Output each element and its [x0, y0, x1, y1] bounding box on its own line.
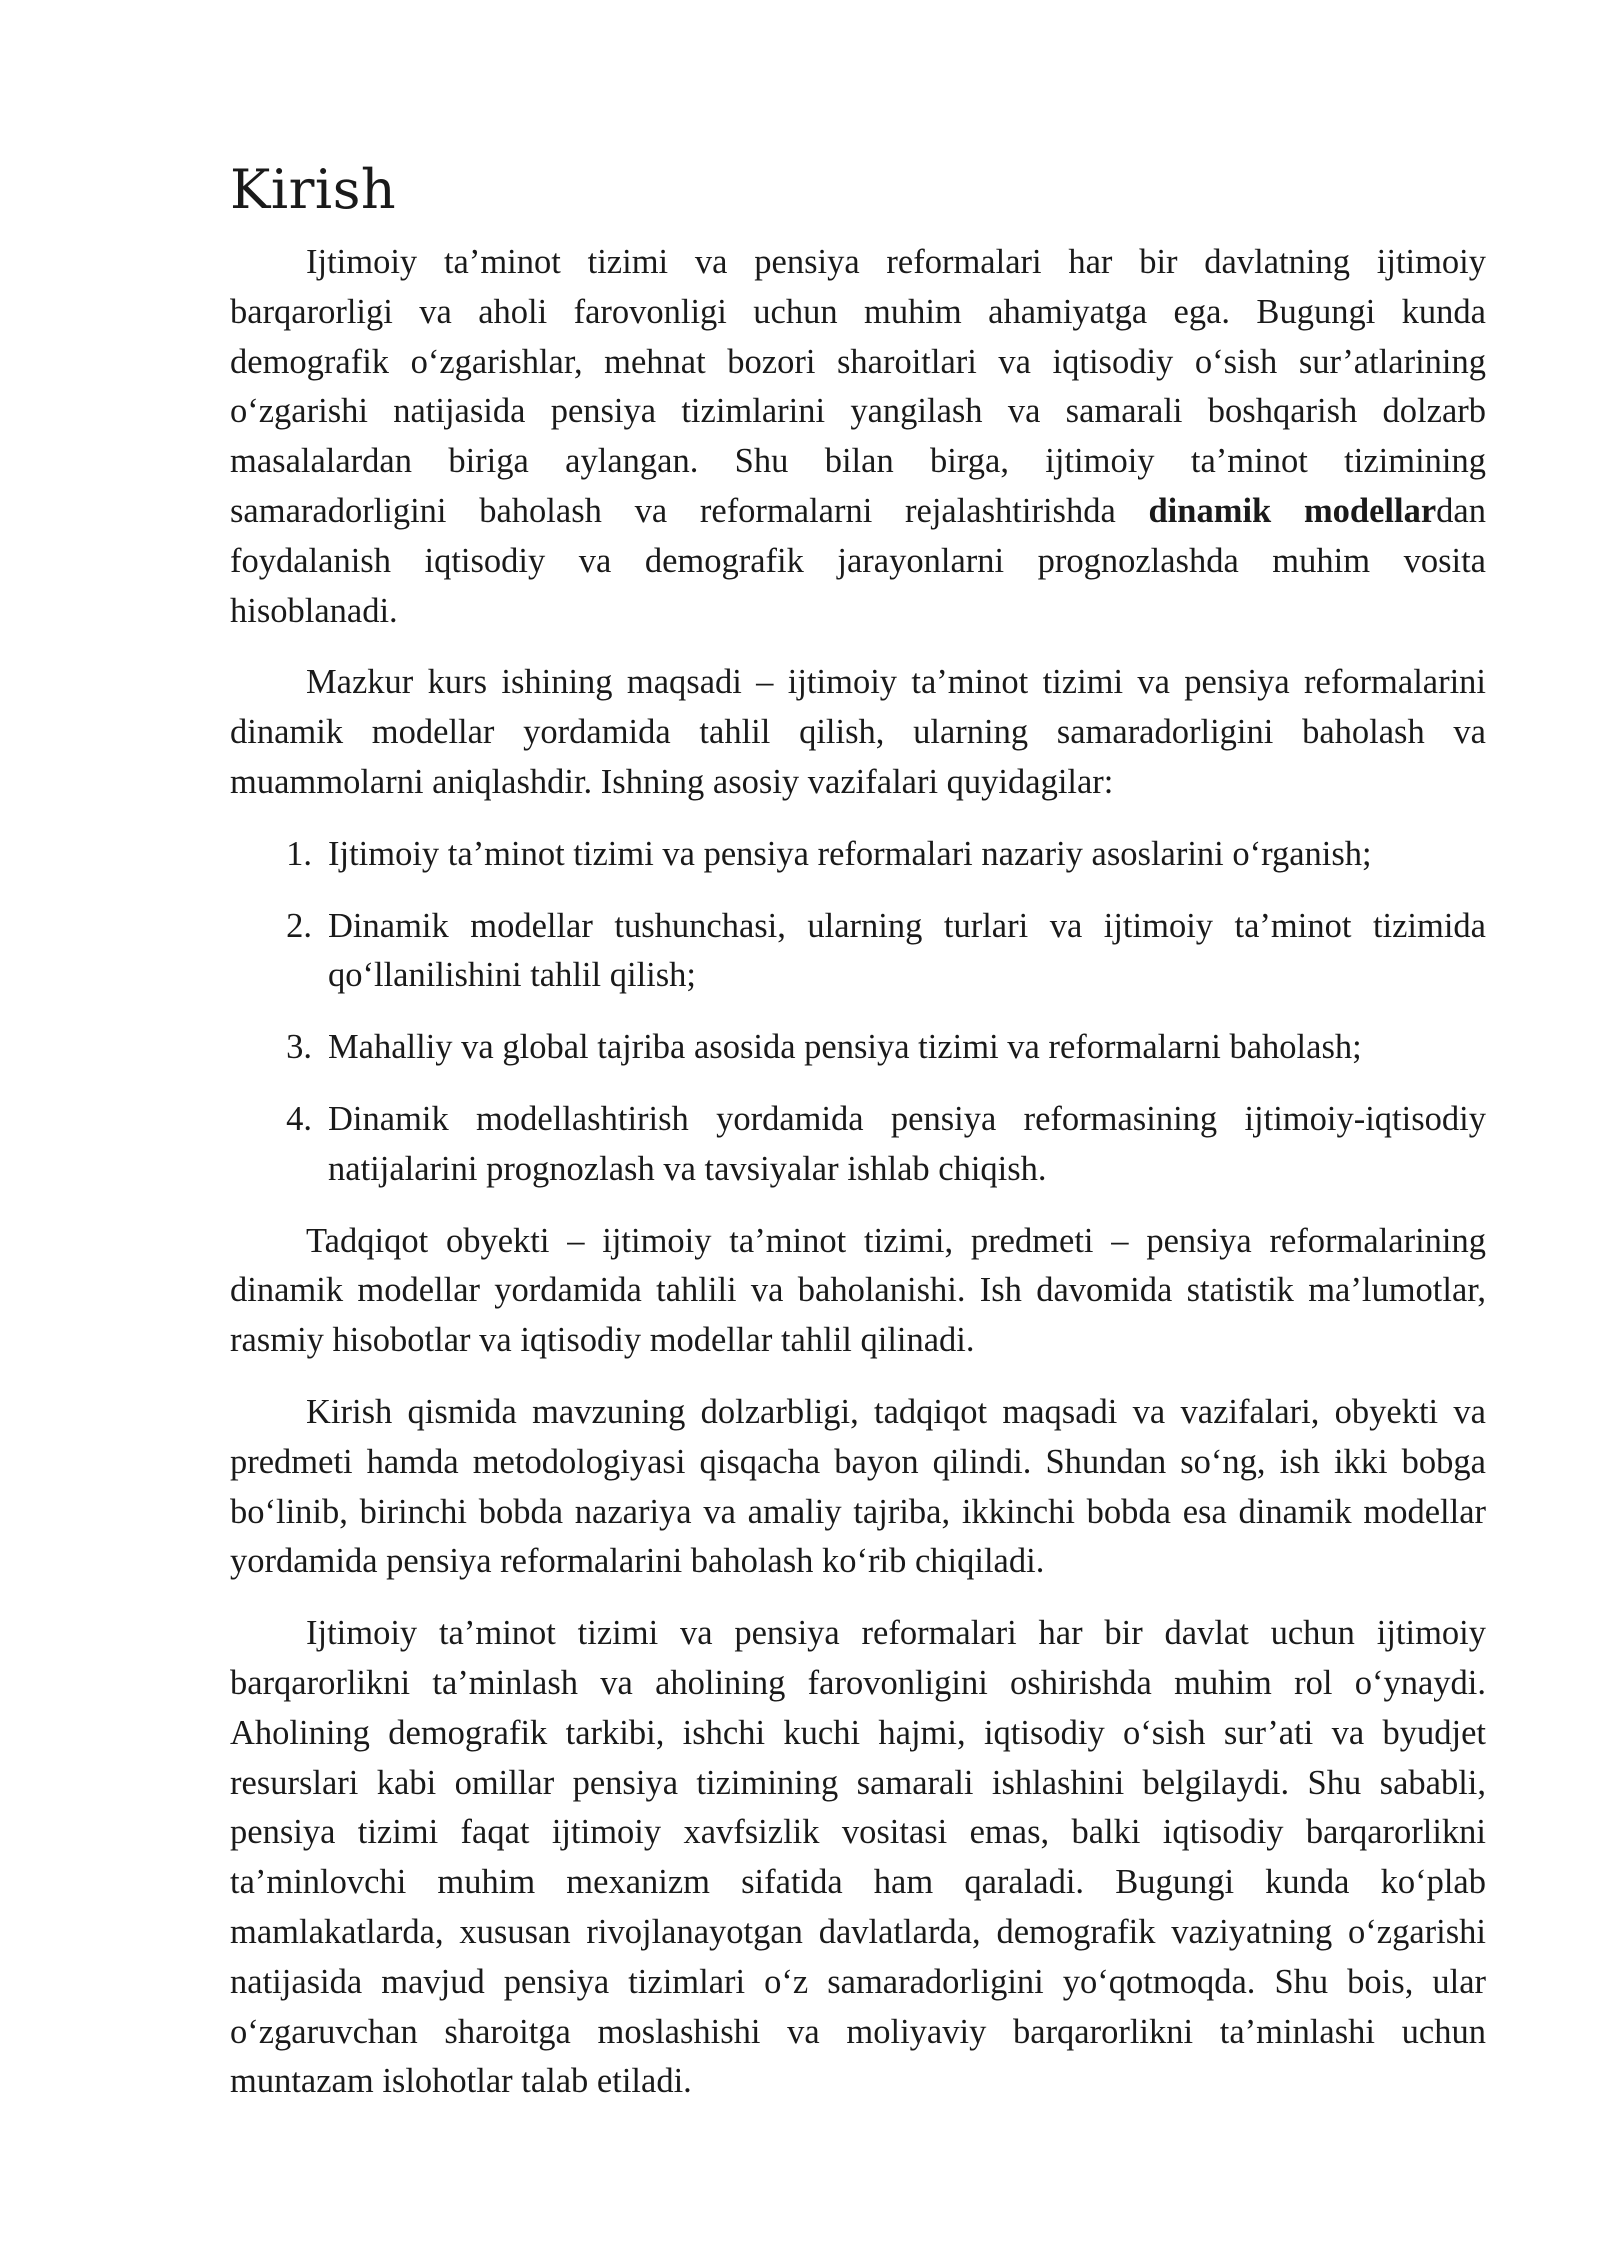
paragraph-goal: Mazkur kurs ishining maqsadi – ijtimoiy ta’minot tizimi va pensiya reformalarini dinamik modellar yordamida tahlil qilish, ularning samaradorligini baholash va muammolarni aniqlashdir. Ishning asosiy vazifalari quyidagilar:: [230, 663, 1486, 801]
list-item: [230, 1023, 1486, 1073]
list-item: [230, 902, 1486, 1002]
list-item-number: 2.: [286, 906, 312, 945]
list-item-text: Mahalliy va global tajriba asosida pensiya tizimi va reformalarni baholash;: [328, 1028, 1362, 1067]
paragraph-object: Tadqiqot obyekti – ijtimoiy ta’minot tizimi, predmeti – pensiya reformalarining dinamik modellar yordamida tahlili va baholanishi. Ish davomida statistik ma’lumotlar, rasmiy hisobotlar va iqtisodiy modellar tahlil qilinadi.: [230, 1221, 1486, 1360]
list-item-text: Dinamik modellashtirish yordamida pensiya reformasining ijtimoiy-iqtisodiy natijalarini prognozlash va tavsiyalar ishlab chiqish.: [328, 1099, 1486, 1188]
list-item-text: Dinamik modellar tushunchasi, ularning turlari va ijtimoiy ta’minot tizimida qo‘llanilishini tahlil qilish;: [328, 906, 1486, 995]
list-item-number: 4.: [286, 1099, 312, 1138]
list-item: [230, 830, 1486, 880]
list-item-text: Ijtimoiy ta’minot tizimi va pensiya reformalari nazariy asoslarini o‘rganish;: [328, 834, 1372, 873]
document-page: [230, 150, 1486, 2129]
list-item: [230, 1095, 1486, 1195]
section-heading: Kirish: [230, 158, 397, 221]
paragraph-intro: [230, 238, 1486, 636]
paragraph-intro-text-start: Ijtimoiy ta’minot tizimi va pensiya reformalari har bir davlatning ijtimoiy barqarorligi va aholi farovonligi uchun muhim ahamiyatga ega. Bugungi kunda demografik o‘zgarishlar, mehnat bozori sharoitlari va iqtisodiy o‘sish sur’atlarining o‘zgarishi natijasida pensiya tizimlarini yangilash va samarali boshqarish dolzarb masalalardan biriga aylangan. Shu bilan birga, ijtimoiy ta’minot tizimining samaradorligini baholash va reformalarni rejalashtirishda: [230, 243, 1486, 530]
paragraph-intro-text-end: dan foydalanish iqtisodiy va demografik jarayonlarni prognozlashda muhim vosita hisoblanadi.: [230, 491, 1486, 630]
list-item-number: 3.: [286, 1028, 312, 1067]
paragraph-intro-bold-term: dinamik modellar: [1148, 491, 1437, 530]
list-item-number: 1.: [286, 834, 312, 873]
paragraph-structure: Kirish qismida mavzuning dolzarbligi, tadqiqot maqsadi va vazifalari, obyekti va predmeti hamda metodologiyasi qisqacha bayon qilindi. Shundan so‘ng, ish ikki bobga bo‘linib, birinchi bobda nazariya va amaliy tajriba, ikkinchi bobda esa dinamik modellar yordamida pensiya reformalarini baholash ko‘rib chiqiladi.: [230, 1392, 1486, 1581]
task-list: [230, 830, 1486, 1195]
paragraph-context: Ijtimoiy ta’minot tizimi va pensiya reformalari har bir davlat uchun ijtimoiy barqarorlikni ta’minlash va aholining farovonligini oshirishda muhim rol o‘ynaydi. Aholining demografik tarkibi, ishchi kuchi hajmi, iqtisodiy o‘sish sur’ati va byudjet resurslari kabi omillar pensiya tizimining samarali ishlashini belgilaydi. Shu sababli, pensiya tizimi faqat ijtimoiy xavfsizlik vositasi emas, balki iqtisodiy barqarorlikni ta’minlovchi muhim mexanizm sifatida ham qaraladi. Bugungi kunda ko‘plab mamlakatlarda, xususan rivojlanayotgan davlatlarda, demografik vaziyatning o‘zgarishi natijasida mavjud pensiya tizimlari o‘z samaradorligini yo‘qotmoqda. Shu bois, ular o‘zgaruvchan sharoitga moslashishi va moliyaviy barqarorlikni ta’minlashi uchun muntazam islohotlar talab etiladi.: [230, 1614, 1486, 2101]
